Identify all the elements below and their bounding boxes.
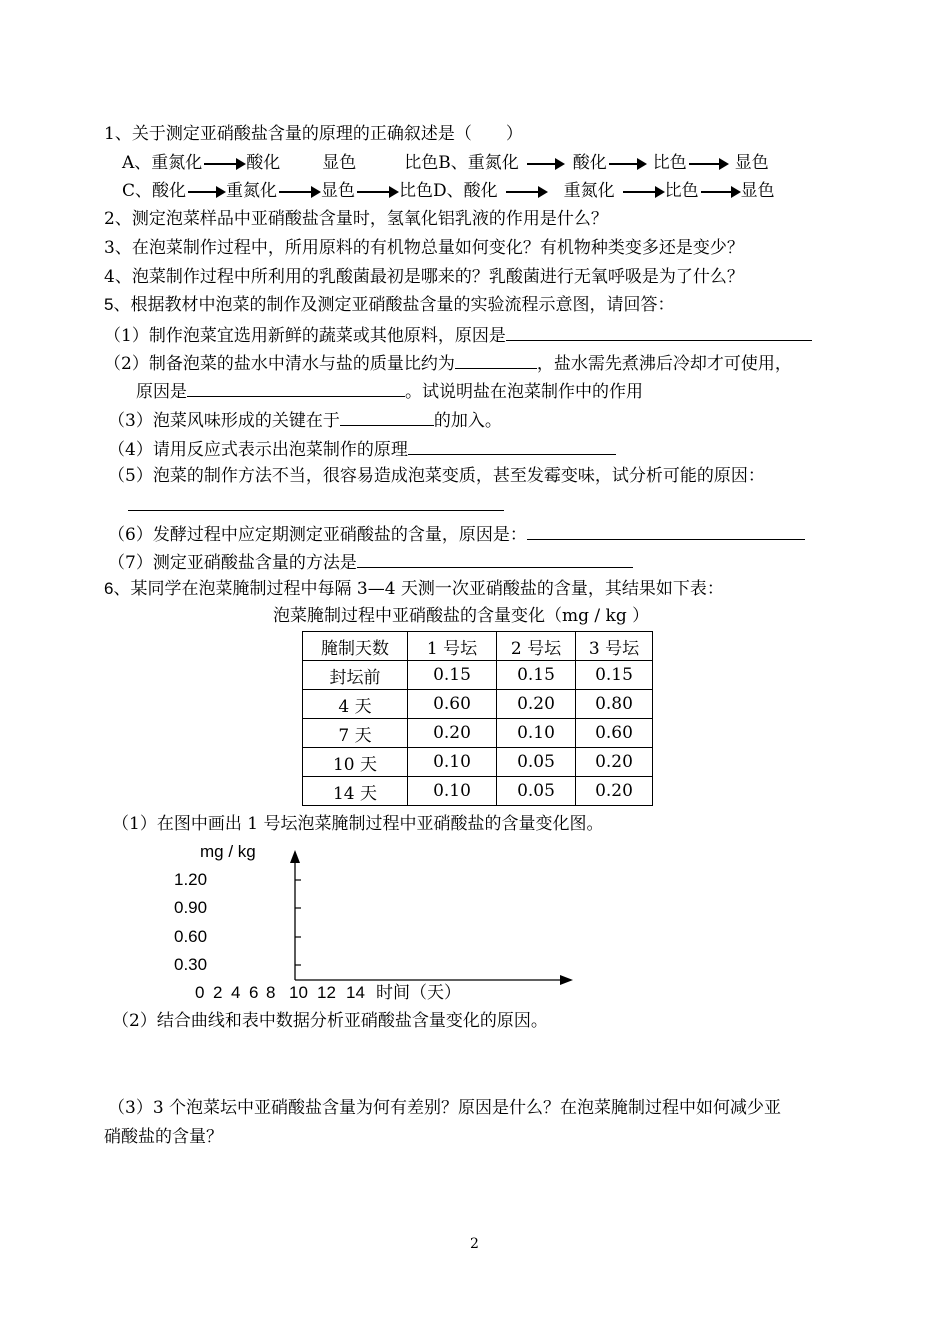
x-tick-label: 2 (213, 983, 223, 1002)
q2: 2、测定泡菜样品中亚硝酸盐含量时，氢氧化铝乳液的作用是什么？ (104, 209, 608, 229)
q1-optD-4: 显色 (740, 181, 775, 201)
q1-optB-2: 酸化 (572, 153, 607, 173)
q6-stem (104, 579, 724, 599)
q1-optD-1: D、酸化 (433, 181, 498, 201)
table-cell: 10 天 (303, 748, 408, 777)
nitrite-table (302, 631, 653, 806)
q1-optB-3: 比色 (652, 153, 687, 173)
table-cell: 0.10 (497, 719, 576, 748)
arrow-icon (279, 191, 319, 193)
q5-p3 (108, 409, 502, 431)
answer-blank[interactable] (128, 494, 504, 511)
header-jar-2: 2 号坛 (497, 632, 576, 661)
q1-optC-4: 比色 (399, 181, 434, 201)
q1-optA-4: 比色 (404, 153, 439, 173)
table-cell: 0.20 (576, 777, 653, 806)
x-tick-labels (195, 983, 365, 1002)
q5-p3b: 的加入。 (433, 411, 502, 431)
table-header-row (303, 632, 653, 661)
arrow-icon (357, 191, 397, 193)
table-cell: 0.60 (576, 719, 653, 748)
table-cell: 0.10 (408, 777, 497, 806)
answer-blank[interactable] (408, 438, 616, 455)
y-tick-labels (174, 870, 207, 974)
x-axis-label: 时间（天） (376, 983, 461, 1003)
q5-p2 (104, 352, 792, 374)
q6-sub1: （1）在图中画出 1 号坛泡菜腌制过程中亚硝酸盐的含量变化图。 (112, 814, 604, 834)
table-cell: 0.10 (408, 748, 497, 777)
x-tick-label: 6 (249, 983, 259, 1002)
q4: 4、泡菜制作过程中所利用的乳酸菌最初是哪来的？乳酸菌进行无氧呼吸是为了什么？ (104, 267, 744, 287)
table-row (303, 748, 653, 777)
q5-p2b: ，盐水需先煮沸后冷却才可使用， (536, 354, 792, 374)
table-row (303, 777, 653, 806)
table-cell: 0.05 (497, 748, 576, 777)
q1-optD-2: 重氮化 (563, 181, 615, 201)
q6-sub3-line1: （3）3 个泡菜坛中亚硝酸盐含量为何有差别？原因是什么？在泡菜腌制过程中如何减少亚 (108, 1098, 782, 1118)
q5-p7-text: （7）测定亚硝酸盐含量的方法是 (108, 553, 357, 573)
q5-p2a: （2）制备泡菜的盐水中清水与盐的质量比约为 (104, 354, 455, 374)
table-cell: 0.20 (497, 690, 576, 719)
q6-number: 6 (104, 579, 114, 598)
table-cell: 4 天 (303, 690, 408, 719)
q1-optB-1: B、重氮化 (438, 153, 519, 173)
arrow-icon (188, 191, 224, 193)
q5-p2-cont (136, 380, 643, 402)
arrow-icon (689, 163, 727, 165)
table-cell: 0.15 (497, 661, 576, 690)
q5-p6 (108, 523, 805, 545)
table-row (303, 719, 653, 748)
q1-optC-2: 重氮化 (226, 181, 278, 201)
q6-sub3-line2: 硝酸盐的含量？ (104, 1127, 223, 1147)
q5-number: 5 (104, 295, 114, 314)
q1-options-cd (122, 181, 775, 201)
x-tick-label: 12 (317, 983, 336, 1002)
x-tick-label: 14 (346, 983, 365, 1002)
q5-p4-text: （4）请用反应式表示出泡菜制作的原理 (108, 440, 408, 460)
q5-p2d: 。试说明盐在泡菜制作中的作用 (405, 382, 643, 402)
arrow-icon (623, 191, 663, 193)
table-row (303, 661, 653, 690)
q5-p3a: （3）泡菜风味形成的关键在于 (108, 411, 340, 431)
q1-optA-1: A、重氮化 (122, 153, 203, 173)
table-cell: 0.80 (576, 690, 653, 719)
answer-blank[interactable] (506, 324, 812, 341)
answer-blank[interactable] (340, 409, 434, 426)
page-number: 2 (470, 1236, 479, 1252)
q1-optA-3: 显色 (322, 153, 357, 173)
header-jar-1: 1 号坛 (408, 632, 497, 661)
q5-p6-text: （6）发酵过程中应定期测定亚硝酸盐的含量，原因是： (108, 525, 527, 545)
table-cell: 0.05 (497, 777, 576, 806)
q5-p1-text: （1）制作泡菜宜选用新鲜的蔬菜或其他原料，原因是 (104, 326, 506, 346)
q1-optC-3: 显色 (321, 181, 356, 201)
q5-stem (104, 295, 674, 315)
q5-p4 (108, 438, 616, 460)
header-jar-3: 3 号坛 (576, 632, 653, 661)
table-cell: 0.15 (408, 661, 497, 690)
q5-p1 (104, 324, 812, 346)
y-axis-label: mg / kg (200, 842, 256, 861)
q6-stem-text: 、某同学在泡菜腌制过程中每隔 3—4 天测一次亚硝酸盐的含量，其结果如下表： (113, 579, 724, 599)
x-tick-label: 8 (266, 983, 276, 1002)
x-tick-label: 4 (231, 983, 241, 1002)
arrow-icon (204, 163, 244, 165)
y-axis-arrow-icon (290, 850, 300, 863)
y-tick-label: 0.30 (174, 955, 208, 974)
y-tick-label: 0.90 (174, 898, 208, 917)
q1-optA-2: 酸化 (246, 153, 281, 173)
answer-blank[interactable] (187, 380, 405, 397)
table-cell: 14 天 (303, 777, 408, 806)
answer-blank[interactable] (527, 523, 805, 540)
x-tick-label: 10 (289, 983, 308, 1002)
x-axis-arrow-icon (560, 975, 573, 985)
table-cell: 0.20 (408, 719, 497, 748)
table-cell: 0.20 (576, 748, 653, 777)
table-cell: 封坛前 (303, 661, 408, 690)
q5-p2c: 原因是 (136, 382, 187, 402)
q1-stem: 1、关于测定亚硝酸盐含量的原理的正确叙述是（ ） (104, 124, 523, 144)
table-row (303, 690, 653, 719)
q5-stem-text: 、根据教材中泡菜的制作及测定亚硝酸盐含量的实验流程示意图，请回答： (113, 295, 675, 315)
y-tick-marks (295, 880, 301, 965)
answer-blank[interactable] (455, 352, 537, 369)
arrow-icon (701, 191, 739, 193)
answer-blank[interactable] (357, 551, 633, 568)
q1-options-ab (122, 153, 769, 173)
q5-p5: （5）泡菜的制作方法不当，很容易造成泡菜变质，甚至发霉变味，试分析可能的原因： (108, 466, 765, 486)
blank-graph[interactable] (160, 836, 590, 1012)
arrow-icon (609, 163, 645, 165)
q6-sub2: （2）结合曲线和表中数据分析亚硝酸盐含量变化的原因。 (112, 1011, 548, 1031)
q5-p5-answer (128, 494, 504, 516)
table-cell: 7 天 (303, 719, 408, 748)
y-tick-label: 1.20 (174, 870, 208, 889)
x-tick-label: 0 (195, 983, 205, 1002)
q5-p7 (108, 551, 633, 573)
q1-optC-1: C、酸化 (122, 181, 187, 201)
header-days: 腌制天数 (303, 632, 408, 661)
arrow-icon (506, 191, 546, 193)
table-cell: 0.15 (576, 661, 653, 690)
q1-optB-4: 显色 (734, 153, 769, 173)
table-cell: 0.60 (408, 690, 497, 719)
arrow-icon (527, 163, 563, 165)
y-tick-label: 0.60 (174, 927, 208, 946)
q1-optD-3: 比色 (664, 181, 699, 201)
table-title: 泡菜腌制过程中亚硝酸盐的含量变化（mg / kg ） (273, 606, 650, 626)
q3: 3、在泡菜制作过程中，所用原料的有机物总量如何变化？有机物种类变多还是变少？ (104, 238, 744, 258)
